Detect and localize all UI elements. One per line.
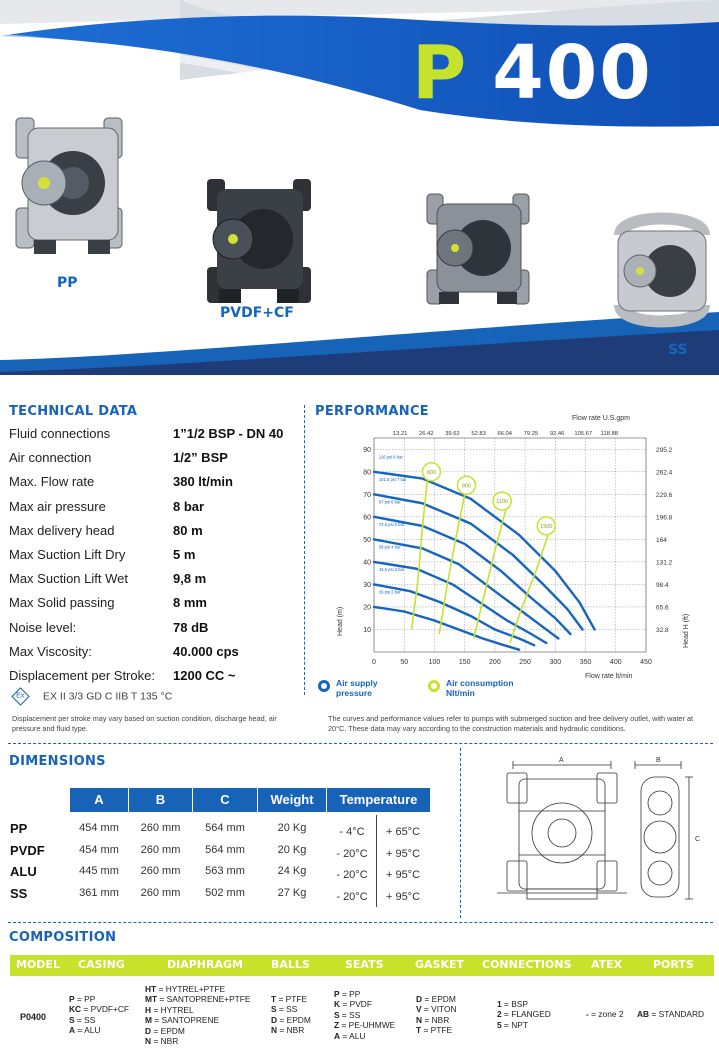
y-tick-label: 40 (363, 559, 371, 567)
pressure-curve-label: 72.5 psi 5 bar (378, 521, 405, 527)
consumption-label: 600 (426, 469, 437, 476)
dimensions-cell-a: 454 mm (79, 822, 119, 834)
dimensions-cell-tmax: + 65°C (385, 826, 421, 838)
composition-casing-value: SS (84, 1014, 96, 1025)
composition-diaphragm-code: MT (145, 994, 158, 1005)
composition-casing-sep: = (81, 1004, 91, 1015)
right-tick-label: 164 (656, 536, 667, 544)
top-tick-label: 13.21 (392, 431, 408, 437)
dimensions-model: PVDF (10, 842, 45, 858)
composition-connections-value: NPT (511, 1019, 528, 1030)
y-tick-label: 10 (363, 626, 371, 634)
composition-balls-line (271, 994, 311, 1004)
composition-diaphragm-line (145, 1005, 251, 1015)
x-tick-label: 400 (609, 659, 622, 666)
composition-balls-value: PTFE (285, 994, 308, 1004)
composition-diaphragm-code: M (145, 1015, 152, 1026)
y-tick-label: 60 (363, 514, 371, 522)
composition-balls (271, 994, 311, 1036)
performance-chart (310, 408, 715, 708)
composition-header-6: CONNECTIONS (482, 958, 572, 971)
composition-casing (69, 994, 129, 1036)
tech-row (9, 474, 299, 498)
dimensions-cell-b: 260 mm (140, 843, 181, 856)
composition-casing-code: A (69, 1025, 76, 1036)
dimensions-cell-tmax: + 95°C (385, 890, 421, 903)
composition-balls-sep: = (277, 1025, 287, 1036)
composition-casing-line (69, 994, 129, 1004)
tech-row (9, 499, 299, 523)
dimensions-header-3: Weight (258, 788, 326, 812)
tech-row-label: Noise level: (9, 619, 77, 635)
x-tick-label: 450 (640, 659, 652, 666)
right-tick-label: 262.4 (656, 469, 673, 477)
tech-row (9, 523, 299, 547)
composition-casing-sep: = (75, 1025, 85, 1036)
x-axis-label: Flow rate lt/min (585, 673, 633, 680)
composition-gasket-sep: = (422, 1014, 432, 1025)
drawing-label-a: A (559, 757, 564, 764)
tech-row-label: Max delivery head (9, 522, 115, 538)
composition-seats-line (334, 989, 395, 999)
composition-diaphragm-line (145, 984, 251, 994)
tech-row-value: 40.000 cps (173, 643, 239, 659)
composition-balls-value: NBR (286, 1025, 305, 1036)
composition-seats-value: PP (349, 989, 361, 999)
top-tick-label: 105.67 (574, 431, 593, 437)
composition-balls-code: N (271, 1025, 278, 1036)
composition-atex-line (586, 1009, 624, 1019)
y-tick-label: 20 (363, 604, 371, 612)
composition-gasket-value: VITON (431, 1004, 457, 1015)
air-supply-legend-icon (318, 680, 330, 692)
composition-balls-value: SS (286, 1004, 298, 1015)
composition-header-3: BALLS (271, 958, 310, 971)
composition-casing-value: ALU (84, 1025, 101, 1036)
composition-ports-code: AB (637, 1009, 650, 1019)
right-tick-label: 65.6 (656, 604, 669, 612)
title-number: 400 (492, 30, 653, 116)
consumption-label: 900 (461, 483, 472, 490)
composition-balls-line (271, 1025, 311, 1035)
composition-header-1: CASING (78, 958, 125, 971)
section-divider (304, 405, 305, 695)
section-divider-drawing (460, 748, 461, 918)
dimensions-cell-c: 502 mm (205, 886, 245, 899)
pressure-curve-label: 87 psi 6 bar (378, 499, 401, 505)
air-consumption-legend-icon (428, 680, 440, 692)
composition-connections-sep: = (501, 1009, 512, 1020)
dimensions-cell-b: 260 mm (140, 822, 181, 834)
tech-row-label: Max Solid passing (9, 595, 115, 611)
composition-seats-line (334, 999, 395, 1009)
dimensions-model: ALU (10, 864, 37, 879)
dimensions-title: DIMENSIONS (9, 754, 106, 769)
composition-gasket (416, 994, 457, 1036)
top-tick-label: 79.25 (523, 431, 539, 437)
composition-seats-value: PE-UHMWE (348, 1020, 396, 1031)
tech-row (9, 644, 299, 668)
composition-diaphragm-sep: = (157, 994, 167, 1005)
y-tick-label: 30 (363, 581, 371, 589)
composition-diaphragm-value: SANTOPRENE (161, 1015, 220, 1026)
composition-title: COMPOSITION (9, 930, 117, 945)
tech-row-label: Max Suction Lift Dry (9, 547, 126, 562)
composition-casing-code: P (69, 994, 75, 1004)
tech-row-value: 1200 CC ~ (173, 668, 236, 683)
tech-row (9, 571, 299, 595)
composition-gasket-sep: = (421, 1025, 431, 1036)
composition-diaphragm-sep: = (151, 1036, 161, 1047)
dimensions-cell-c: 563 mm (205, 865, 245, 877)
composition-ports-sep: = (649, 1009, 659, 1019)
consumption-label: 1500 (540, 523, 553, 530)
top-tick-label: 92.46 (549, 431, 565, 437)
air-supply-legend-label: Air supply pressure (336, 678, 378, 698)
composition-casing-line (69, 1015, 129, 1025)
composition-gasket-line (416, 1015, 457, 1025)
dimensions-cell-w: 20 Kg (277, 822, 307, 834)
tech-row-label: Air connection (9, 450, 92, 466)
composition-gasket-value: EPDM (431, 994, 456, 1004)
tech-row-label: Max air pressure (9, 498, 106, 514)
tech-row-value: 8 bar (173, 498, 205, 514)
pump-ss-icon (612, 205, 712, 335)
dimensions-cell-tmin: - 20°C (336, 890, 368, 903)
drawing-label-c: C (695, 836, 701, 843)
composition-seats-sep: = (339, 1009, 350, 1020)
pump-label-pp: PP (57, 275, 78, 291)
composition-seats-line (334, 1031, 395, 1041)
composition-balls-line (271, 1015, 311, 1025)
title-letter: P (412, 30, 469, 116)
composition-casing-sep: = (74, 1014, 85, 1025)
tech-row-value: 9,8 m (173, 571, 207, 587)
performance-title: PERFORMANCE (315, 404, 429, 419)
composition-casing-sep: = (74, 994, 85, 1004)
composition-connections-line (497, 1020, 551, 1030)
plot-frame (374, 438, 646, 652)
top-tick-label: 26.42 (419, 431, 434, 437)
composition-connections-value: FLANGED (511, 1009, 551, 1020)
composition-connections-line (497, 999, 551, 1009)
displacement-note: Displacement per stroke may vary based on suction condition, discharge head, air pressure and fluid type. (12, 714, 277, 733)
atex-line (14, 690, 172, 703)
top-axis-label: Flow rate U.S.gpm (572, 415, 630, 422)
x-tick-label: 300 (549, 659, 562, 666)
pump-pvdf-icon (205, 175, 320, 310)
composition-seats-line (334, 1020, 395, 1030)
dimensions-cell-tmin: - 20°C (336, 869, 368, 881)
right-tick-label: 32.8 (656, 626, 669, 634)
x-tick-label: 200 (489, 659, 501, 666)
composition-diaphragm (145, 984, 251, 1046)
dimensions-cell-tmin: - 4°C (339, 826, 365, 838)
tech-row-value: 5 m (173, 547, 196, 562)
dimensions-header-0: A (70, 788, 128, 812)
dimensions-cell-tmax: + 95°C (385, 869, 421, 881)
dimensions-cell-tmax: + 95°C (385, 847, 421, 860)
composition-gasket-value: PTFE (430, 1025, 453, 1036)
composition-diaphragm-sep: = (151, 1004, 161, 1015)
tech-row-label: Displacement per Stroke: (9, 668, 155, 683)
x-tick-label: 100 (428, 659, 441, 666)
temperature-divider (376, 815, 377, 907)
composition-seats-line (334, 1010, 395, 1020)
dimensions-cell-a: 445 mm (79, 865, 119, 877)
pressure-curve-label: 43.5 psi 3 bar (378, 566, 405, 572)
composition-seats (334, 989, 395, 1041)
drawing-label-b: B (656, 757, 661, 764)
pump-label-ss: SS (668, 342, 688, 358)
tech-row-label: Fluid connections (9, 426, 111, 441)
tech-row-value: 8 mm (173, 595, 207, 611)
composition-diaphragm-code: HT (145, 984, 157, 994)
dimensions-cell-tmin: - 20°C (336, 847, 368, 860)
composition-connections (497, 999, 551, 1030)
composition-model: P0400 (20, 1012, 47, 1022)
consumption-label: 1100 (496, 499, 509, 506)
composition-header-2: DIAPHRAGM (167, 958, 243, 971)
composition-seats-value: PVDF (349, 999, 372, 1010)
dimensions-cell-a: 454 mm (79, 843, 119, 856)
pump-alu-icon (425, 190, 535, 310)
composition-diaphragm-line (145, 1026, 251, 1036)
performance-note: The curves and performance values refer to pumps with submerged suction and free delivery outlet, with water at 20°C. These data may vary according to the construction materials and hydraulic conditions. (328, 714, 694, 733)
pump-label-alu: ALU (476, 330, 507, 346)
composition-ports-line (637, 1009, 704, 1019)
dimensions-header-4: Temperature (327, 788, 430, 812)
composition-diaphragm-line (145, 1036, 251, 1046)
composition-casing-value: PP (84, 994, 96, 1004)
right-tick-label: 98.4 (656, 581, 669, 589)
composition-seats-code: K (334, 999, 341, 1010)
composition-seats-sep: = (340, 999, 350, 1010)
dimension-drawing (493, 753, 713, 918)
composition-atex (586, 1009, 624, 1019)
x-tick-label: 150 (458, 659, 471, 666)
pressure-curve-label: 116 psi 8 bar (378, 454, 403, 460)
composition-balls-sep: = (276, 1004, 287, 1015)
product-title (412, 30, 653, 116)
composition-diaphragm-code: H (145, 1004, 152, 1015)
composition-diaphragm-code: N (145, 1036, 152, 1047)
tech-row-value: 380 lt/min (173, 474, 233, 490)
dimensions-model: SS (10, 885, 28, 901)
top-tick-label: 118.88 (600, 431, 619, 437)
y-tick-label: 50 (363, 536, 371, 544)
composition-diaphragm-sep: = (151, 1025, 161, 1036)
composition-connections-line (497, 1009, 551, 1019)
tech-row-value: 78 dB (173, 619, 209, 635)
composition-gasket-code: V (416, 1004, 422, 1015)
x-tick-label: 350 (579, 659, 592, 666)
composition-casing-line (69, 1025, 129, 1035)
top-tick-label: 66.04 (497, 431, 513, 437)
composition-header-4: SEATS (345, 958, 384, 971)
x-tick-label: 250 (519, 659, 531, 666)
y-tick-label: 80 (363, 469, 371, 477)
tech-row (9, 668, 299, 692)
composition-diaphragm-code: D (145, 1025, 152, 1036)
atex-ex-icon-label: Ex (16, 692, 25, 700)
pressure-curve-label: 101.5 psi 7 bar (378, 476, 407, 482)
composition-seats-code: P (334, 989, 340, 999)
dimensions-cell-w: 24 Kg (277, 865, 307, 877)
composition-ports-value: STANDARD (658, 1009, 705, 1019)
composition-atex-code: - (586, 1009, 589, 1019)
composition-ports (637, 1009, 704, 1019)
composition-diaphragm-value: HYTREL+PTFE (165, 984, 226, 994)
dimensions-cell-w: 20 Kg (277, 843, 307, 856)
composition-gasket-value: NBR (431, 1014, 450, 1025)
composition-casing-code: KC (69, 1004, 82, 1015)
pressure-curve-label: 58 psi 4 bar (378, 544, 401, 550)
x-tick-label: 50 (400, 659, 409, 666)
composition-diaphragm-sep: = (156, 984, 166, 994)
section-divider-dimensions (8, 743, 713, 744)
tech-row-label: Max Viscosity: (9, 643, 92, 659)
composition-balls-value: EPDM (286, 1014, 311, 1025)
composition-gasket-code: N (416, 1014, 423, 1025)
y-tick-label: 90 (363, 446, 371, 454)
tech-row-value: 1/2” BSP (173, 450, 228, 466)
pump-label-pvdf: PVDF+CF (220, 305, 294, 321)
dimensions-cell-b: 260 mm (140, 886, 181, 899)
composition-header-8: PORTS (653, 958, 694, 971)
composition-header-0: MODEL (16, 958, 60, 971)
composition-diaphragm-value: SANTOPRENE+PTFE (166, 994, 251, 1005)
composition-balls-sep: = (276, 994, 286, 1004)
composition-balls-code: D (271, 1014, 278, 1025)
tech-row-label: Max. Flow rate (9, 474, 95, 490)
right-tick-label: 131.2 (656, 559, 673, 567)
composition-diaphragm-value: EPDM (160, 1025, 185, 1036)
pump-pp-icon (8, 108, 133, 258)
composition-balls-line (271, 1004, 311, 1014)
composition-diaphragm-line (145, 1015, 251, 1025)
top-tick-label: 39.62 (445, 431, 460, 437)
composition-balls-sep: = (277, 1014, 287, 1025)
section-divider-composition (8, 922, 713, 923)
right-tick-label: 229.6 (656, 491, 673, 499)
composition-diaphragm-value: NBR (160, 1036, 179, 1047)
right-tick-label: 196.8 (656, 514, 673, 522)
tech-row-value: 1”1/2 BSP - DN 40 (173, 426, 284, 441)
composition-connections-code: 2 (497, 1009, 502, 1020)
composition-seats-code: A (334, 1030, 341, 1041)
tech-row (9, 426, 299, 450)
composition-gasket-sep: = (421, 1004, 432, 1015)
air-consumption-legend-label: Air consumption Nlt/min (446, 678, 514, 698)
dimensions-cell-a: 361 mm (79, 886, 119, 899)
composition-connections-value: BSP (511, 999, 528, 1009)
x-tick-label: 0 (372, 659, 376, 666)
composition-atex-sep: = (588, 1009, 599, 1019)
y-axis-label: Head (m) (337, 606, 344, 636)
dimensions-header-2: C (193, 788, 257, 812)
composition-casing-code: S (69, 1014, 75, 1025)
composition-diaphragm-line (145, 994, 251, 1004)
composition-gasket-code: D (416, 994, 423, 1004)
atex-text: EX II 3/3 GD C IIB T 135 °C (43, 690, 173, 703)
composition-gasket-sep: = (422, 994, 432, 1004)
tech-row (9, 620, 299, 644)
tech-row (9, 595, 299, 619)
tech-row (9, 547, 299, 571)
tech-row-label: Max Suction Lift Wet (9, 571, 128, 587)
dimensions-model: PP (10, 821, 28, 836)
dimensions-cell-c: 564 mm (205, 822, 245, 834)
composition-seats-code: Z (334, 1020, 340, 1031)
right-tick-label: 295.2 (656, 446, 673, 454)
composition-atex-value: zone 2 (598, 1009, 624, 1019)
composition-diaphragm-value: HYTREL (160, 1004, 194, 1015)
tech-row-value: 80 m (173, 522, 203, 538)
dimensions-cell-c: 564 mm (205, 843, 245, 856)
top-tick-label: 52.83 (471, 431, 486, 437)
composition-header-5: GASKET (415, 958, 465, 971)
composition-balls-code: T (271, 994, 277, 1004)
dimensions-cell-b: 260 mm (140, 865, 181, 877)
composition-casing-line (69, 1004, 129, 1014)
composition-connections-code: 1 (497, 999, 502, 1009)
composition-gasket-code: T (416, 1025, 422, 1036)
composition-seats-code: S (334, 1009, 340, 1020)
composition-connections-code: 5 (497, 1019, 502, 1030)
composition-gasket-line (416, 1004, 457, 1014)
composition-connections-sep: = (501, 1019, 512, 1030)
composition-balls-code: S (271, 1004, 277, 1015)
composition-header-7: ATEX (591, 958, 623, 971)
pressure-curve-label: 29 psi 2 bar (378, 589, 401, 595)
composition-seats-sep: = (340, 1030, 350, 1041)
right-axis-label: Head H (ft) (683, 613, 690, 648)
dimensions-header-1: B (129, 788, 192, 812)
composition-seats-value: SS (349, 1009, 361, 1020)
dimensions-cell-w: 27 Kg (277, 886, 307, 899)
y-tick-label: 70 (363, 491, 371, 499)
composition-seats-sep: = (339, 1020, 349, 1031)
composition-gasket-line (416, 1025, 457, 1035)
technical-data-title: TECHNICAL DATA (9, 404, 138, 419)
composition-connections-sep: = (501, 999, 512, 1009)
composition-seats-value: ALU (349, 1030, 366, 1041)
composition-casing-value: PVDF+CF (90, 1004, 130, 1015)
composition-seats-sep: = (339, 989, 350, 999)
composition-gasket-line (416, 994, 457, 1004)
atex-ex-icon (11, 687, 29, 705)
tech-row (9, 450, 299, 474)
composition-diaphragm-sep: = (151, 1015, 162, 1026)
